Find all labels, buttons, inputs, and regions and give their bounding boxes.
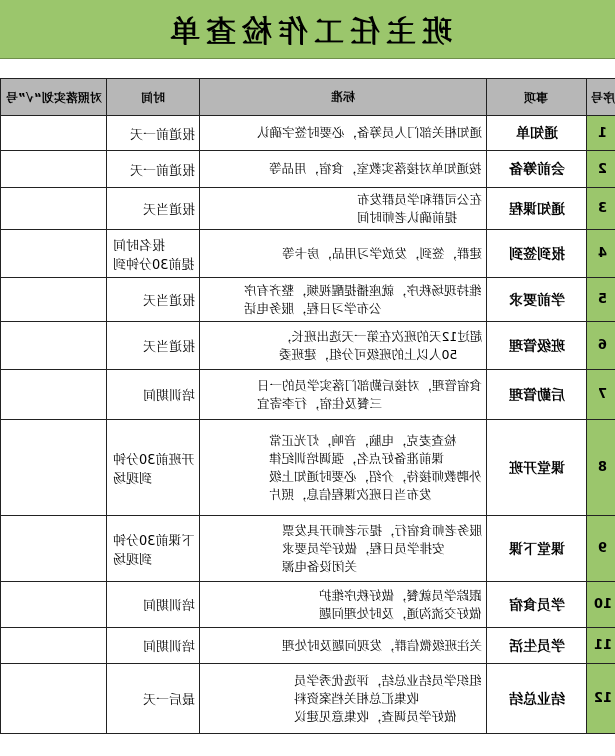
spacer-row [0,58,615,79]
table-row [1,116,615,151]
time-cell [107,322,200,370]
table-body [1,116,615,734]
standard-cell [200,116,487,151]
number-cell [587,230,615,278]
mark-cell[interactable] [1,188,107,230]
table-row [1,322,615,370]
item-cell [487,322,587,370]
checklist-table [0,78,615,734]
item-cell-text: 课堂开班 [508,460,565,477]
standard-cell [200,664,487,734]
mark-cell[interactable] [1,151,107,188]
item-cell-text: 会前筹备 [508,162,565,178]
standard-cell-text: 超过12天的班次在第一天选出班长， 50人以上的班级可分组，建班委 [278,328,482,362]
header-no: 序号 [587,79,615,116]
number-cell [587,188,615,230]
time-cell-text: 培训期间 [142,599,195,614]
sheet-title: 班主任工作检查单 [163,15,452,50]
time-cell [107,278,200,322]
header-standard: 标准 [200,79,487,116]
time-cell [107,516,200,582]
number-cell-text: 2 [598,161,608,177]
standard-cell [200,278,487,322]
standard-cell-text: 建群，签到，发放学习用品，房卡等 [281,245,482,261]
standard-cell [200,188,487,230]
item-cell [487,582,587,628]
number-cell-text: 1 [598,125,608,141]
mark-cell[interactable] [1,370,107,420]
standard-cell-text: 关注班级微信群，发现问题及时处理 [281,637,482,653]
standard-cell-text: 维持现场秩序，就座播提醒视频，整齐有序 公布学习日程，服务电话 [244,282,482,316]
number-cell [587,116,615,151]
item-cell [487,664,587,734]
header-item: 事项 [487,79,587,116]
number-cell [587,516,615,582]
table-row [1,370,615,420]
time-cell [107,664,200,734]
mark-cell[interactable] [1,628,107,664]
item-cell-text: 后勤管理 [508,387,565,404]
mark-cell[interactable] [1,420,107,516]
time-cell-text: 培训期间 [142,640,195,655]
standard-cell-text: 按通知单对接落实教室，食宿，用品等 [269,161,482,176]
number-cell [587,628,615,664]
table-row [1,516,615,582]
table-row [1,188,615,230]
standard-cell [200,151,487,188]
mark-cell[interactable] [1,664,107,734]
number-cell [587,370,615,420]
header-mark: 对照落实划“√”号 [1,79,107,116]
title-bar [0,0,615,59]
number-cell [587,582,615,628]
number-cell-text: 9 [598,541,608,556]
item-cell [487,278,587,322]
time-cell-text: 报道前一天 [129,127,195,143]
time-cell [107,188,200,230]
table-row [1,151,615,188]
time-cell-text: 开班前30分钟 到现场 [113,452,195,487]
mark-cell[interactable] [1,230,107,278]
time-cell-text: 最后一天 [142,693,195,708]
time-cell [107,420,200,516]
item-cell-text: 报到签到 [508,246,565,263]
mark-cell[interactable] [1,278,107,322]
time-cell [107,230,200,278]
item-cell-text: 学前要求 [508,292,565,309]
standard-cell [200,516,487,582]
table-row [1,278,615,322]
time-cell-text: 报道前一天 [129,163,195,179]
standard-cell [200,420,487,516]
standard-cell-text: 在公司群和学员群发布 提前确认老师时间 [356,191,482,225]
number-cell [587,278,615,322]
item-cell [487,188,587,230]
number-cell [587,664,615,734]
table-row [1,582,615,628]
time-cell-text: 报道当天 [142,294,195,309]
number-cell [587,151,615,188]
number-cell-text: 6 [598,338,608,353]
header-row [1,79,615,116]
standard-cell-text: 通知相关部门人员筹备，必要时签字确认 [256,125,482,140]
time-cell-text: 报名时间 提前30分钟到 [113,238,195,273]
standard-cell-text: 食宿管理，对接后勤部门落实学员的一日 三餐及住宿，行李寄宜 [256,377,482,411]
mark-cell[interactable] [1,582,107,628]
mark-cell[interactable] [1,322,107,370]
table-row [1,664,615,734]
item-cell-text: 学员生活 [508,638,565,655]
item-cell-text: 班级管理 [508,338,565,355]
time-cell-text: 报道当天 [142,203,195,218]
item-cell-text: 结业总结 [508,691,565,708]
number-cell [587,322,615,370]
item-cell-text: 通知单 [515,126,558,142]
number-cell-text: 4 [598,246,608,261]
item-cell-text: 通知课程 [508,201,565,218]
standard-cell-text: 跟踪学员就餐，做好秩序维护 做好交流沟通，及时处理问题 [319,587,482,621]
item-cell [487,420,587,516]
number-cell-text: 8 [598,460,608,475]
standard-cell [200,582,487,628]
table-row [1,420,615,516]
number-cell-text: 5 [598,292,608,307]
number-cell-text: 12 [593,691,613,706]
item-cell [487,370,587,420]
item-cell-text: 学员食宿 [508,597,565,614]
item-cell [487,516,587,582]
standard-cell [200,230,487,278]
mark-cell[interactable] [1,516,107,582]
number-cell-text: 10 [593,597,613,612]
table-row [1,628,615,664]
mark-cell[interactable] [1,116,107,151]
time-cell-text: 报道当天 [142,340,195,355]
item-cell [487,230,587,278]
number-cell-text: 11 [593,638,613,653]
time-cell [107,582,200,628]
item-cell [487,628,587,664]
number-cell-text: 7 [598,387,608,402]
number-cell-text: 3 [598,201,608,216]
time-cell-text: 培训期间 [142,389,195,404]
standard-cell-text: 组织学员结业总结，评选优秀学员 收集汇总相关档案资料 做好学员调查，收集意见建议 [294,672,482,724]
time-cell-text: 下课前30分钟 到现场 [113,533,195,568]
time-cell [107,628,200,664]
table-row [1,230,615,278]
item-cell [487,116,587,151]
time-cell [107,116,200,151]
time-cell [107,151,200,188]
item-cell [487,151,587,188]
standard-cell [200,322,487,370]
item-cell-text: 课堂下课 [508,541,565,558]
standard-cell-text: 检查麦克，电脑，音响，灯光正常 课前准备好点名，强调培训纪律 外聘教师接待，介绍，必要时通知上级 发布当日班次课程信息，照片 [269,432,482,502]
number-cell [587,420,615,516]
time-cell [107,370,200,420]
standard-cell [200,628,487,664]
standard-cell [200,370,487,420]
header-time: 时间 [107,79,200,116]
standard-cell-text: 服务老师食宿行，提示老师开具发票 安排学员日程，做好学员要求 关闭设备电源 [281,522,482,574]
